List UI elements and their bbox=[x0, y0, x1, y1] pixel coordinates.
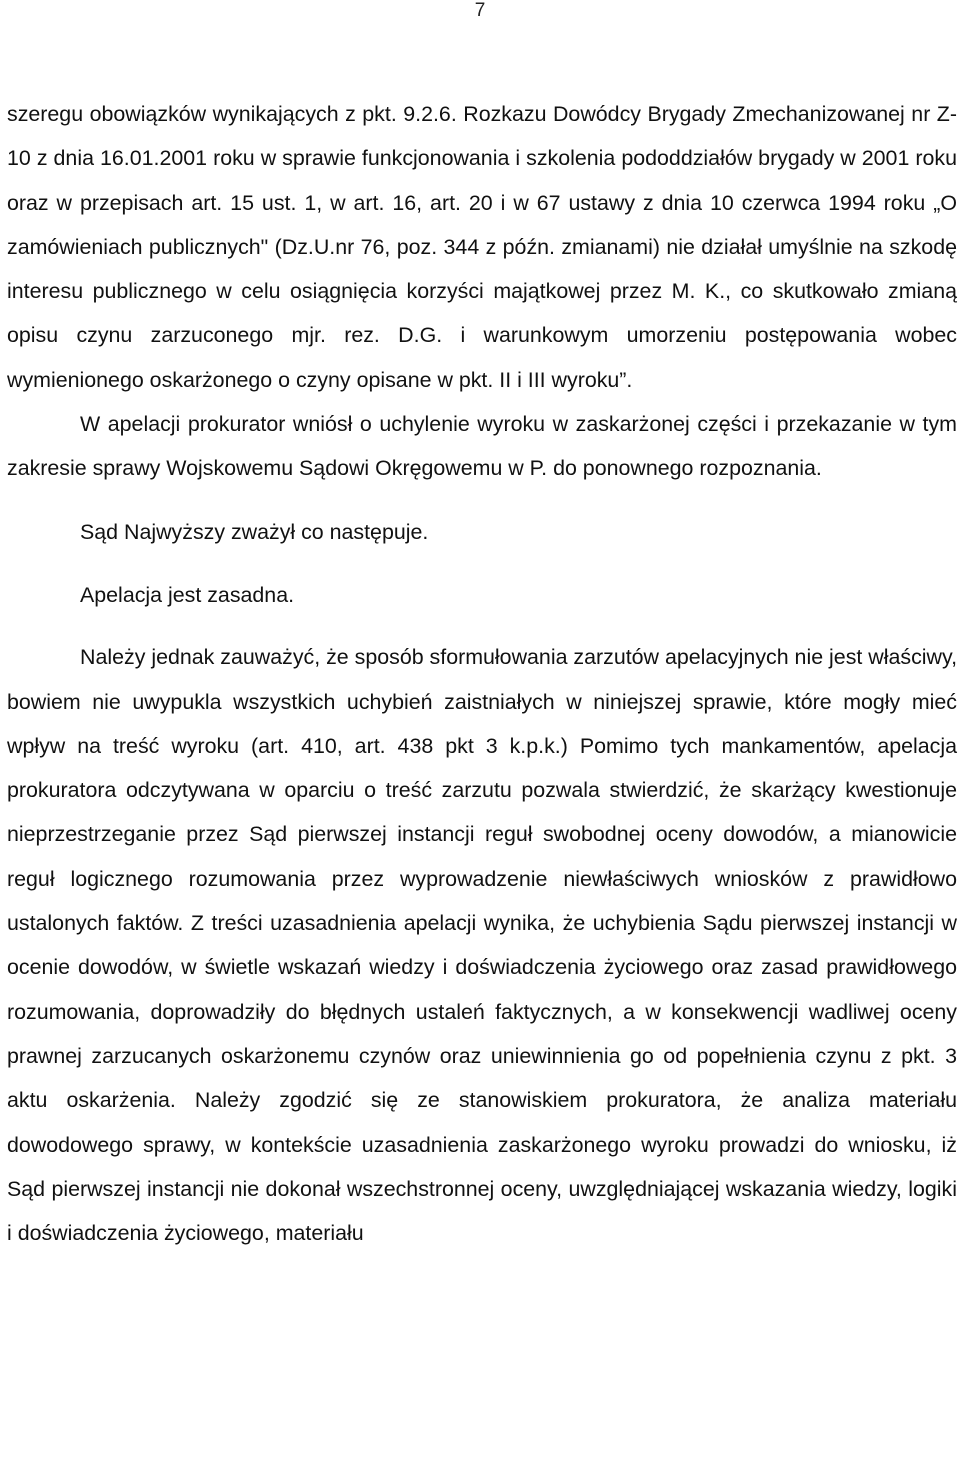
paragraph-court-heading: Sąd Najwyższy zważył co następuje. bbox=[80, 519, 429, 544]
paragraph-appeal-justified: Apelacja jest zasadna. bbox=[80, 582, 295, 607]
page-number: 7 bbox=[474, 0, 486, 21]
document-body bbox=[7, 92, 957, 1255]
paragraph-continuation: szeregu obowiązków wynikających z pkt. 9.2.6. Rozkazu Dowódcy Brygady Zmechanizowanej nr Z-10 z dnia 16.01.2001 roku w sprawie funkcjonowania i szkolenia pododdziałów brygady w 2001 roku oraz w przepisach art. 15 ust. 1, w art. 16, art. 20 i w 67 ustawy z dnia 10 czerwca 1994 roku „O zamówieniach publicznych" (Dz.U.nr 76, poz. 344 z późn. zmianami) nie działał umyślnie na szkodę interesu publicznego w celu osiągnięcia korzyści majątkowej przez M. K., co skutkowało zmianą opisu czynu zarzuconego mjr. rez. D.G. i warunkowym umorzeniu postępowania wobec wymienionego oskarżonego o czyny opisane w pkt. II i III wyroku”. bbox=[7, 102, 957, 392]
paragraph-appeal: W apelacji prokurator wniósł o uchylenie wyroku w zaskarżonej części i przekazanie w tym zakresie sprawy Wojskowemu Sądowi Okręgowemu w P. do ponownego rozpoznania. bbox=[7, 412, 957, 481]
paragraph-reasoning: Należy jednak zauważyć, że sposób sformułowania zarzutów apelacyjnych nie jest właściwy, bowiem nie uwypukla wszystkich uchybień zaistniałych w niniejszej sprawie, które mogły mieć wpływ na treść wyroku (art. 410, art. 438 pkt 3 k.p.k.) Pomimo tych mankamentów, apelacja prokuratora odczytywana w oparciu o treść zarzutu pozwala stwierdzić, że skarżący kwestionuje nieprzestrzeganie przez Sąd pierwszej instancji reguł swobodnej oceny dowodów, a mianowicie reguł logicznego rozumowania przez wyprowadzenie niewłaściwych wniosków z prawidłowo ustalonych faktów. Z treści uzasadnienia apelacji wynika, że uchybienia Sądu pierwszej instancji w ocenie dowodów, w świetle wskazań wiedzy i doświadczenia życiowego oraz zasad prawidłowego rozumowania, doprowadziły do błędnych ustaleń faktycznych, a w konsekwencji wadliwej oceny prawnej zarzucanych oskarżonemu czynów oraz uniewinnienia go od popełnienia czynu z pkt. 3 aktu oskarżenia. Należy zgodzić się ze stanowiskiem prokuratora, że analiza materiału dowodowego sprawy, w kontekście uzasadnienia zaskarżonego wyroku prowadzi do wniosku, iż Sąd pierwszej instancji nie dokonał wszechstronnej oceny, uwzględniającej wskazania wiedzy, logiki i doświadczenia życiowego, materiału bbox=[7, 645, 958, 1246]
